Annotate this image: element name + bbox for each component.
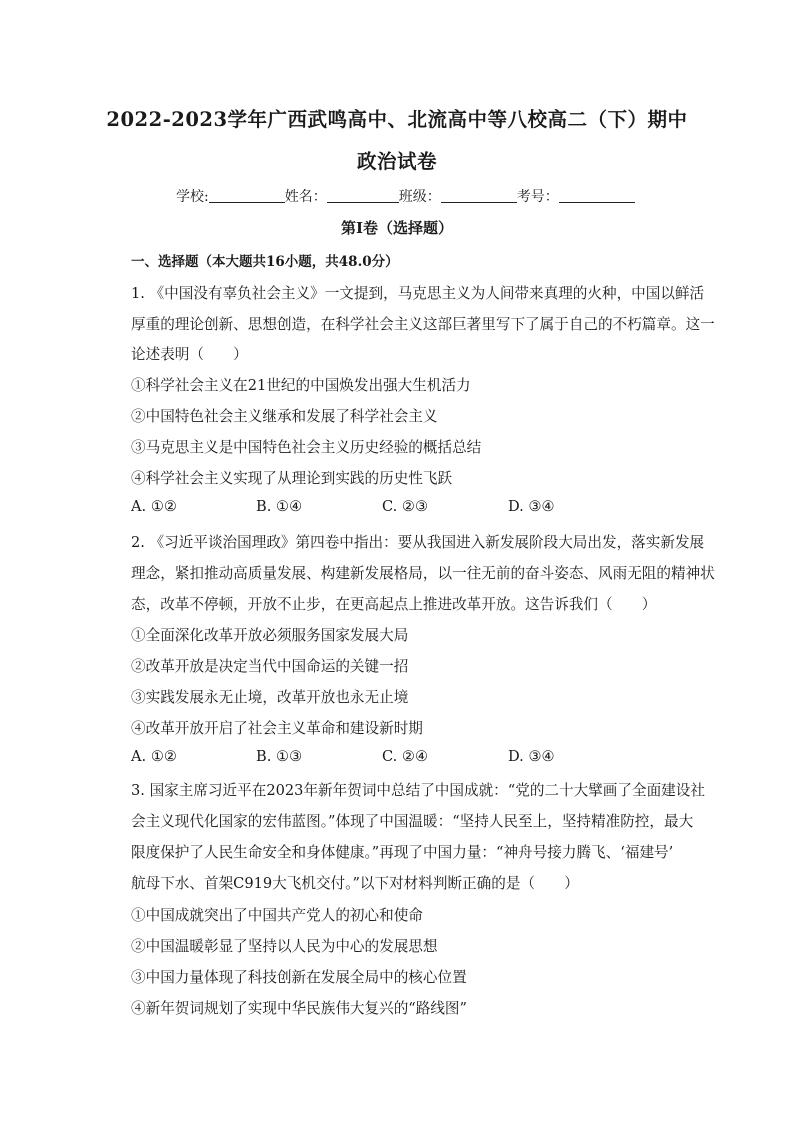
q1-item-4: ④科学社会主义实现了从理论到实践的历史性飞跃 [131, 470, 453, 487]
q3-stem-line-3: 限度保护了人民生命安全和身体健康。”再现了中国力量：“神舟号接力腾飞、‘福建号’ [131, 844, 674, 861]
q1-stem-line-3: 论述表明（ ） [131, 346, 248, 363]
q3-stem-line-4: 航母下水、首架C919大飞机交付。”以下对材料判断正确的是（ ） [131, 875, 579, 892]
q1-item-1: ①科学社会主义在21世纪的中国焕发出强大生机活力 [131, 377, 471, 394]
q2-item-2: ②改革开放是决定当代中国命运的关键一招 [131, 658, 409, 675]
q3-stem-line-1: 3. 国家主席习近平在2023年新年贺词中总结了中国成就：“党的二十大擘画了全面建设社 [131, 782, 705, 799]
q2-option-a: A. ①② [131, 748, 177, 765]
q2-item-1: ①全面深化改革开放必须服务国家发展大局 [131, 627, 409, 644]
q2-item-4: ④改革开放开启了社会主义革命和建设新时期 [131, 720, 423, 737]
exam-title-line-1: 2022-2023学年广西武鸣高中、北流高中等八校高二（下）期中 [106, 108, 688, 131]
q3-stem-line-2: 会主义现代化国家的宏伟蓝图。”体现了中国温暖：“坚持人民至上，坚持精准防控，最大 [131, 813, 694, 830]
q1-stem-line-2: 厚重的理论创新、思想创造，在科学社会主义这部巨著里写下了属于自己的不朽篇章。这一 [131, 316, 715, 333]
exam-no-blank [559, 188, 635, 203]
q1-option-c: C. ②③ [382, 498, 429, 515]
exam-title-line-2: 政治试卷 [356, 150, 437, 173]
q1-item-3: ③马克思主义是中国特色社会主义历史经验的概括总结 [131, 439, 482, 456]
class-label: 班级： [398, 189, 441, 205]
q3-item-2: ②中国温暖彰显了坚持以人民为中心的发展思想 [131, 938, 438, 955]
q1-option-b: B. ①④ [256, 498, 303, 515]
name-label: 姓名： [284, 189, 327, 205]
school-label: 学校: [176, 189, 209, 205]
q1-stem-line-1: 1. 《中国没有辜负社会主义》一文提到，马克思主义为人间带来真理的火种，中国以鲜活 [131, 285, 705, 302]
q3-item-4: ④新年贺词规划了实现中华民族伟大复兴的“路线图” [131, 1000, 467, 1017]
q2-stem-line-2: 理念，紧扣推动高质量发展、构建新发展格局，以一往无前的奋斗姿态、风雨无阻的精神状 [131, 565, 715, 582]
student-info-row [176, 186, 635, 206]
q3-item-1: ①中国成就突出了中国共产党人的初心和使命 [131, 907, 423, 924]
q1-item-2: ②中国特色社会主义继承和发展了科学社会主义 [131, 408, 438, 425]
q2-option-c: C. ②④ [382, 748, 429, 765]
q1-option-a: A. ①② [131, 498, 177, 515]
name-blank [327, 188, 399, 203]
q1-option-d: D. ③④ [508, 498, 555, 515]
part-title: 第Ⅰ卷（选择题） [340, 219, 454, 237]
q2-stem-line-1: 2. 《习近平谈治国理政》第四卷中指出：要从我国进入新发展阶段大局出发，落实新发展 [131, 534, 705, 551]
class-blank [441, 188, 517, 203]
q2-item-3: ③实践发展永无止境，改革开放也永无止境 [131, 689, 409, 706]
exam-no-label: 考号： [516, 189, 559, 205]
q3-item-3: ③中国力量体现了科技创新在发展全局中的核心位置 [131, 969, 467, 986]
school-blank [209, 188, 285, 203]
q2-option-d: D. ③④ [508, 748, 555, 765]
section-heading: 一、选择题（本大题共16小题，共48.0分） [131, 254, 399, 270]
q2-option-b: B. ①③ [256, 748, 303, 765]
q2-stem-line-3: 态，改革不停顿，开放不止步，在更高起点上推进改革开放。这告诉我们（ ） [131, 596, 657, 613]
